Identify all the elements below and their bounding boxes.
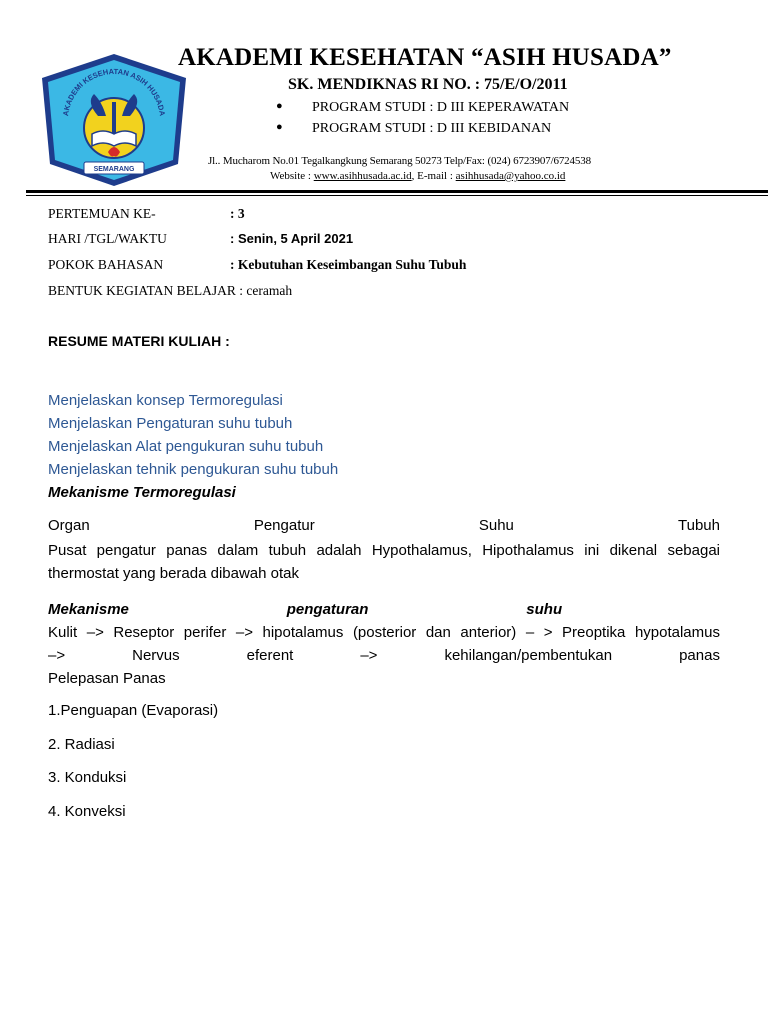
header-rule-thick	[26, 190, 768, 193]
hari-label: HARI /TGL/WAKTU	[48, 231, 167, 246]
address-line: Jl.. Mucharom No.01 Tegalkangkung Semarang 50273 Telp/Fax: (024) 6723907/6724538	[208, 155, 591, 167]
program-1: PROGRAM STUDI : D III KEPERAWATAN	[312, 100, 570, 115]
organ-word: Pengatur	[253, 517, 315, 534]
institution-logo	[38, 50, 190, 190]
pokok-label: POKOK BAHASAN	[48, 257, 164, 272]
nervus-word: Nervus	[132, 647, 180, 664]
email-label: , E-mail :	[411, 170, 456, 182]
bullet-icon: ●	[276, 121, 283, 133]
program-line-2	[276, 121, 551, 137]
nervus-word: panas	[679, 647, 720, 664]
method-item: 2. Radiasi	[48, 736, 115, 753]
program-2: PROGRAM STUDI : D III KEBIDANAN	[312, 121, 552, 136]
info-hari	[48, 231, 354, 247]
resume-heading: RESUME MATERI KULIAH :	[48, 333, 230, 349]
pertemuan-value: : 3	[230, 206, 245, 221]
pertemuan-label: PERTEMUAN KE-	[48, 206, 156, 221]
objective-2: Menjelaskan Pengaturan suhu tubuh	[48, 415, 293, 432]
info-bentuk: BENTUK KEGIATAN BELAJAR : ceramah	[48, 283, 293, 298]
objective-3: Menjelaskan Alat pengukuran suhu tubuh	[48, 438, 324, 455]
info-pokok	[48, 257, 467, 273]
objective-1: Menjelaskan konsep Termoregulasi	[48, 392, 283, 409]
organ-line	[48, 514, 720, 537]
nervus-line	[48, 644, 720, 667]
nervus-word: kehilangan/pembentukan	[444, 647, 613, 664]
header-rule-thin	[26, 195, 768, 196]
mekanisme-word: Mekanisme	[48, 601, 129, 618]
pelepasan-heading: Pelepasan Panas	[48, 670, 166, 687]
website-label: Website :	[270, 170, 314, 182]
logo-book-icon	[92, 131, 136, 146]
method-item: 3. Konduksi	[48, 769, 127, 786]
pusat-line-1: Pusat pengatur panas dalam tubuh adalah Hypothalamus, Hipothalamus ini dikenal sebagai	[48, 542, 720, 559]
organ-word: Tubuh	[678, 517, 720, 534]
nervus-word: –>	[48, 647, 66, 664]
hari-value: : Senin, 5 April 2021	[230, 231, 354, 246]
program-line-1	[276, 100, 569, 116]
mekanisme-word: suhu	[526, 601, 563, 618]
organ-word: Suhu	[478, 517, 514, 534]
nervus-word: eferent	[246, 647, 294, 664]
pokok-value: : Kebutuhan Keseimbangan Suhu Tubuh	[230, 257, 467, 272]
mekanisme-word: pengaturan	[286, 601, 369, 618]
contact-line	[270, 170, 565, 182]
info-pertemuan	[48, 206, 245, 222]
email-link[interactable]: asihhusada@yahoo.co.id	[455, 170, 566, 182]
website-link[interactable]: www.asihhusada.ac.id	[313, 170, 412, 182]
bullet-icon: ●	[276, 100, 283, 112]
method-item: 1.Penguapan (Evaporasi)	[48, 702, 219, 719]
kulit-line: Kulit –> Reseptor perifer –> hipotalamus (posterior dan anterior) – > Preoptika hypotalamus	[48, 624, 720, 641]
method-item: 4. Konveksi	[48, 803, 126, 820]
decree-number: SK. MENDIKNAS RI NO. : 75/E/O/2011	[288, 76, 568, 93]
logo-city-text: SEMARANG	[93, 166, 135, 173]
objective-4: Menjelaskan tehnik pengukuran suhu tubuh	[48, 461, 339, 478]
section-title-termoregulasi: Mekanisme Termoregulasi	[48, 484, 236, 501]
institution-title: AKADEMI KESEHATAN “ASIH HUSADA”	[178, 44, 672, 71]
pusat-line-2: thermostat yang berada dibawah otak	[48, 565, 299, 582]
organ-word: Organ	[48, 517, 90, 534]
section-title-mekanisme	[48, 598, 720, 621]
nervus-word: –>	[360, 647, 378, 664]
logo-arc-text: AKADEMI KESEHATAN ASIH HUSADA	[61, 66, 167, 117]
